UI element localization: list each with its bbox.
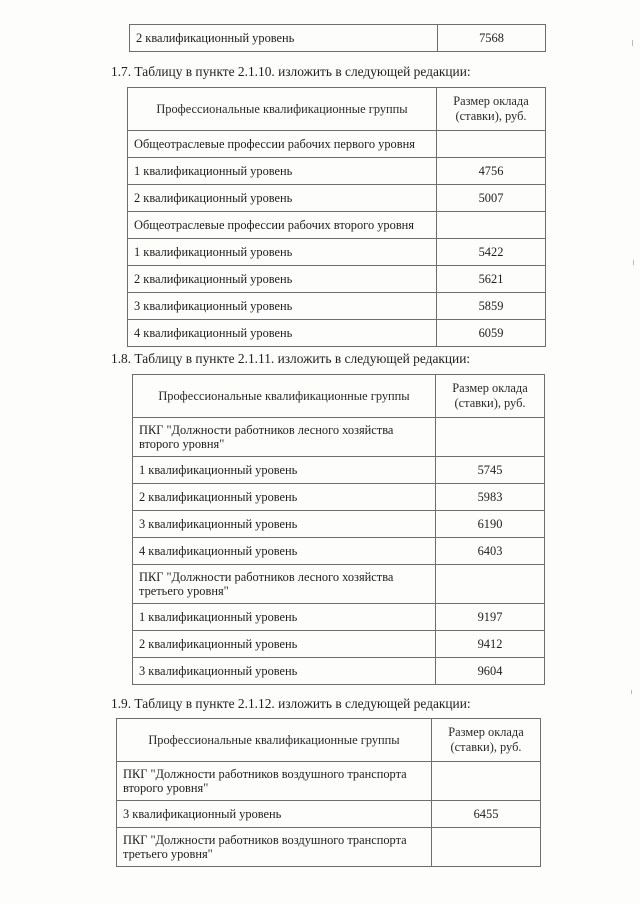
header-group: Профессиональные квалификационные группы bbox=[117, 719, 432, 762]
table-row bbox=[133, 457, 545, 484]
row-value: 4756 bbox=[437, 158, 546, 185]
row-label: ПКГ "Должности работников лесного хозяйства третьего уровня" bbox=[133, 565, 436, 604]
row-value: 5007 bbox=[437, 185, 546, 212]
table-row bbox=[117, 828, 541, 867]
row-value bbox=[432, 828, 541, 867]
table-header-row bbox=[128, 88, 546, 131]
row-label: 4 квалификационный уровень bbox=[133, 538, 436, 565]
row-value: 9197 bbox=[436, 604, 545, 631]
salary-table-1-9 bbox=[116, 718, 541, 867]
table-row bbox=[128, 185, 546, 212]
row-label: ПКГ "Должности работников воздушного транспорта третьего уровня" bbox=[117, 828, 432, 867]
row-label: ПКГ "Должности работников воздушного транспорта второго уровня" bbox=[117, 762, 432, 801]
row-label: 2 квалификационный уровень bbox=[133, 631, 436, 658]
row-label: 1 квалификационный уровень bbox=[133, 604, 436, 631]
row-value: 6190 bbox=[436, 511, 545, 538]
table-row bbox=[133, 511, 545, 538]
table-header-row bbox=[133, 375, 545, 418]
row-label: 2 квалификационный уровень bbox=[128, 185, 437, 212]
table-row bbox=[128, 293, 546, 320]
section-heading-1-9: 1.9. Таблицу в пункте 2.1.12. изложить в следующей редакции: bbox=[111, 696, 471, 711]
table-row bbox=[117, 801, 541, 828]
scan-artifact bbox=[632, 40, 633, 46]
row-value bbox=[436, 565, 545, 604]
row-label: 1 квалификационный уровень bbox=[128, 239, 437, 266]
header-group: Профессиональные квалификационные группы bbox=[128, 88, 437, 131]
row-value: 5621 bbox=[437, 266, 546, 293]
row-label: 3 квалификационный уровень bbox=[128, 293, 437, 320]
table-row bbox=[128, 158, 546, 185]
salary-table-1-8 bbox=[132, 374, 545, 685]
salary-table-1-7 bbox=[127, 87, 546, 347]
row-value: 9604 bbox=[436, 658, 545, 685]
row-value: 5859 bbox=[437, 293, 546, 320]
row-value bbox=[437, 212, 546, 239]
table-row bbox=[133, 604, 545, 631]
row-label: 2 квалификационный уровень bbox=[133, 484, 436, 511]
row-label: 1 квалификационный уровень bbox=[128, 158, 437, 185]
table-row bbox=[133, 538, 545, 565]
row-label: ПКГ "Должности работников лесного хозяйства второго уровня" bbox=[133, 418, 436, 457]
table-row bbox=[133, 631, 545, 658]
table-row bbox=[133, 418, 545, 457]
row-label: 2 квалификационный уровень bbox=[130, 25, 438, 52]
row-value: 9412 bbox=[436, 631, 545, 658]
row-value: 6059 bbox=[437, 320, 546, 347]
row-value bbox=[437, 131, 546, 158]
row-value: 6455 bbox=[432, 801, 541, 828]
table-row bbox=[133, 484, 545, 511]
scan-artifact bbox=[631, 690, 632, 694]
row-value: 5745 bbox=[436, 457, 545, 484]
scan-artifact bbox=[633, 260, 634, 265]
row-label: 4 квалификационный уровень bbox=[128, 320, 437, 347]
row-value: 5422 bbox=[437, 239, 546, 266]
row-label: 2 квалификационный уровень bbox=[128, 266, 437, 293]
section-heading-1-7: 1.7. Таблицу в пункте 2.1.10. изложить в следующей редакции: bbox=[111, 64, 471, 79]
table-row bbox=[117, 762, 541, 801]
table-row bbox=[128, 212, 546, 239]
table-row bbox=[130, 25, 546, 52]
table-row bbox=[128, 239, 546, 266]
row-label: 3 квалификационный уровень bbox=[117, 801, 432, 828]
row-label: 3 квалификационный уровень bbox=[133, 658, 436, 685]
row-label: Общеотраслевые профессии рабочих второго уровня bbox=[128, 212, 437, 239]
row-value: 6403 bbox=[436, 538, 545, 565]
table-row bbox=[128, 320, 546, 347]
table-row bbox=[133, 658, 545, 685]
header-salary: Размер оклада (ставки), руб. bbox=[436, 375, 545, 418]
row-label: 3 квалификационный уровень bbox=[133, 511, 436, 538]
header-salary: Размер оклада (ставки), руб. bbox=[437, 88, 546, 131]
header-group: Профессиональные квалификационные группы bbox=[133, 375, 436, 418]
table-header-row bbox=[117, 719, 541, 762]
row-value bbox=[436, 418, 545, 457]
row-value bbox=[432, 762, 541, 801]
top-table bbox=[129, 24, 546, 52]
section-heading-1-8: 1.8. Таблицу в пункте 2.1.11. изложить в следующей редакции: bbox=[111, 351, 471, 366]
row-label: 1 квалификационный уровень bbox=[133, 457, 436, 484]
row-label: Общеотраслевые профессии рабочих первого уровня bbox=[128, 131, 437, 158]
row-value: 5983 bbox=[436, 484, 545, 511]
row-value: 7568 bbox=[438, 25, 546, 52]
header-salary: Размер оклада (ставки), руб. bbox=[432, 719, 541, 762]
table-row bbox=[128, 131, 546, 158]
table-row bbox=[128, 266, 546, 293]
table-row bbox=[133, 565, 545, 604]
